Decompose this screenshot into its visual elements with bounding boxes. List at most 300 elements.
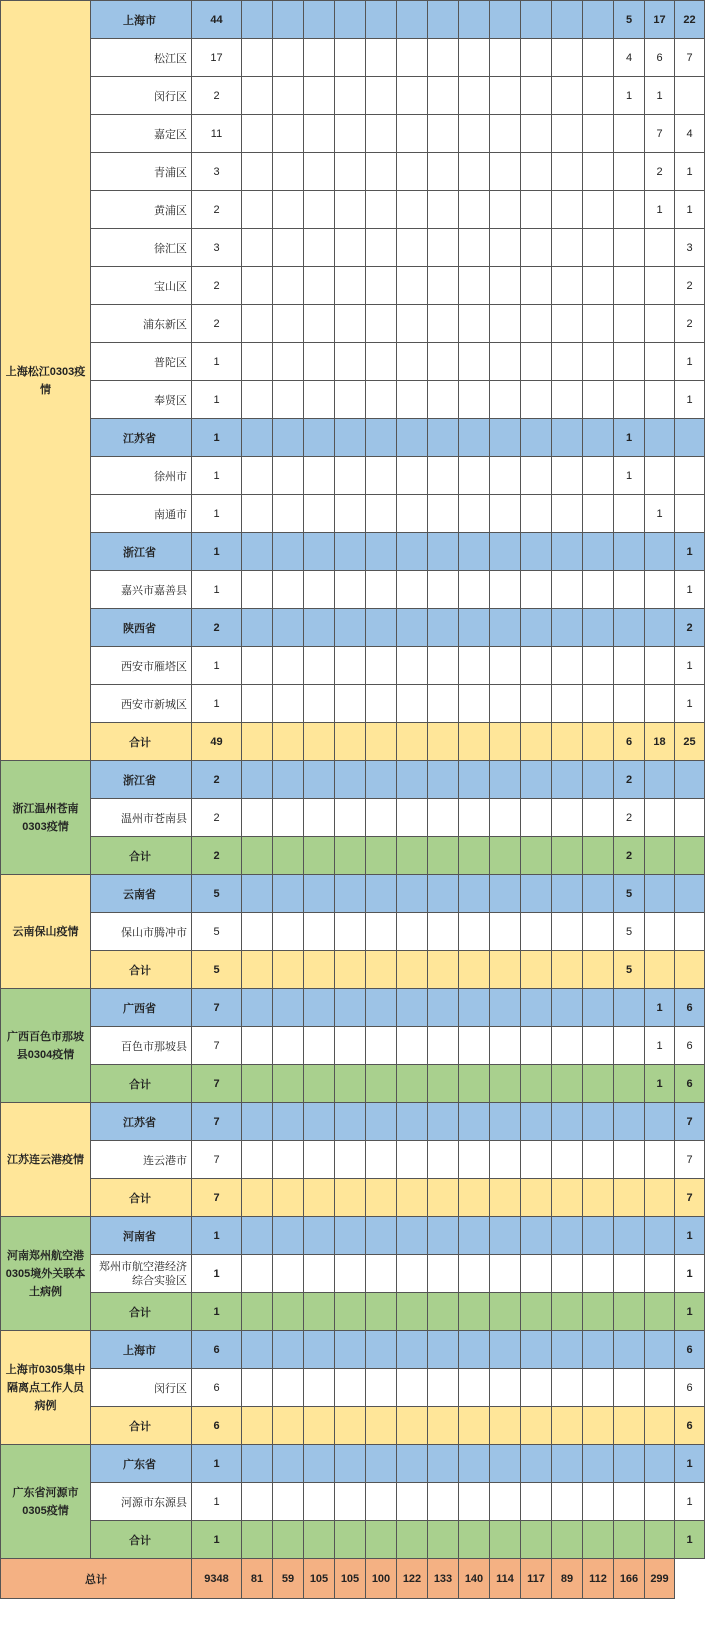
daily-count-cell: 1 xyxy=(675,1521,705,1559)
daily-count-cell xyxy=(490,115,521,153)
daily-count-cell xyxy=(459,1255,490,1293)
daily-count-cell xyxy=(459,1103,490,1141)
daily-count-cell xyxy=(521,1521,552,1559)
daily-count-cell xyxy=(273,1407,304,1445)
daily-count-cell xyxy=(583,191,614,229)
daily-count-cell xyxy=(242,609,273,647)
daily-count-cell xyxy=(645,837,675,875)
daily-count-cell xyxy=(335,1521,366,1559)
daily-count-cell xyxy=(490,685,521,723)
daily-count-cell xyxy=(335,761,366,799)
region-total: 6 xyxy=(192,1331,242,1369)
daily-count-cell xyxy=(645,1445,675,1483)
daily-count-cell xyxy=(490,799,521,837)
region-name: 松江区 xyxy=(91,39,192,77)
daily-count-cell xyxy=(490,1483,521,1521)
daily-count-cell xyxy=(552,837,583,875)
daily-count-cell xyxy=(335,457,366,495)
region-total: 6 xyxy=(192,1407,242,1445)
daily-count-cell xyxy=(459,77,490,115)
daily-count-cell xyxy=(428,913,459,951)
daily-count-cell xyxy=(614,1407,645,1445)
daily-count-cell xyxy=(490,1369,521,1407)
daily-count-cell xyxy=(521,1255,552,1293)
daily-count-cell xyxy=(521,1065,552,1103)
region-total: 2 xyxy=(192,77,242,115)
daily-count-cell xyxy=(490,267,521,305)
daily-count-cell xyxy=(614,1521,645,1559)
daily-count-cell xyxy=(397,1,428,39)
daily-count-cell xyxy=(397,571,428,609)
daily-count-cell xyxy=(242,1369,273,1407)
daily-count-cell xyxy=(397,1141,428,1179)
daily-count-cell xyxy=(273,1255,304,1293)
daily-count-cell xyxy=(366,1445,397,1483)
outbreak-group-label: 广东省河源市0305疫情 xyxy=(1,1445,91,1559)
daily-count-cell xyxy=(397,1483,428,1521)
daily-count-cell xyxy=(366,229,397,267)
daily-count-cell xyxy=(304,77,335,115)
daily-count-cell xyxy=(304,609,335,647)
daily-count-cell xyxy=(490,1521,521,1559)
grand-total-cell: 140 xyxy=(459,1559,490,1599)
daily-count-cell xyxy=(335,191,366,229)
daily-count-cell xyxy=(552,1521,583,1559)
daily-count-cell xyxy=(273,723,304,761)
daily-count-cell xyxy=(397,837,428,875)
daily-count-cell xyxy=(397,1521,428,1559)
daily-count-cell xyxy=(490,39,521,77)
daily-count-cell xyxy=(428,1369,459,1407)
daily-count-cell xyxy=(366,799,397,837)
region-total: 17 xyxy=(192,39,242,77)
daily-count-cell xyxy=(335,1027,366,1065)
city-row xyxy=(1,457,705,495)
outbreak-group-label: 江苏连云港疫情 xyxy=(1,1103,91,1217)
daily-count-cell xyxy=(366,761,397,799)
daily-count-cell xyxy=(366,191,397,229)
daily-count-cell xyxy=(552,761,583,799)
grand-total-label: 总计 xyxy=(1,1559,192,1599)
daily-count-cell xyxy=(459,1179,490,1217)
city-row xyxy=(1,1369,705,1407)
daily-count-cell xyxy=(552,1255,583,1293)
daily-count-cell xyxy=(521,913,552,951)
daily-count-cell: 3 xyxy=(675,229,705,267)
daily-count-cell xyxy=(583,77,614,115)
region-total: 5 xyxy=(192,951,242,989)
daily-count-cell xyxy=(490,647,521,685)
daily-count-cell xyxy=(521,1369,552,1407)
daily-count-cell xyxy=(273,77,304,115)
daily-count-cell xyxy=(273,1141,304,1179)
daily-count-cell xyxy=(459,1141,490,1179)
daily-count-cell xyxy=(304,191,335,229)
daily-count-cell xyxy=(583,1027,614,1065)
daily-count-cell xyxy=(273,1331,304,1369)
daily-count-cell xyxy=(645,1217,675,1255)
daily-count-cell xyxy=(459,685,490,723)
daily-count-cell xyxy=(552,1331,583,1369)
daily-count-cell xyxy=(459,1483,490,1521)
daily-count-cell xyxy=(459,191,490,229)
daily-count-cell: 1 xyxy=(645,989,675,1027)
daily-count-cell xyxy=(552,1065,583,1103)
daily-count-cell: 7 xyxy=(675,1103,705,1141)
daily-count-cell xyxy=(614,495,645,533)
city-row xyxy=(1,1027,705,1065)
grand-total-cell: 105 xyxy=(335,1559,366,1599)
daily-count-cell xyxy=(583,1369,614,1407)
daily-count-cell xyxy=(521,305,552,343)
daily-count-cell xyxy=(521,837,552,875)
daily-count-cell xyxy=(397,153,428,191)
province-row xyxy=(1,1331,705,1369)
daily-count-cell xyxy=(521,419,552,457)
daily-count-cell xyxy=(366,1293,397,1331)
daily-count-cell xyxy=(304,343,335,381)
daily-count-cell: 6 xyxy=(614,723,645,761)
city-row xyxy=(1,305,705,343)
daily-count-cell xyxy=(490,191,521,229)
daily-count-cell xyxy=(645,1521,675,1559)
daily-count-cell xyxy=(459,419,490,457)
daily-count-cell xyxy=(304,267,335,305)
daily-count-cell xyxy=(242,191,273,229)
daily-count-cell xyxy=(552,1369,583,1407)
daily-count-cell xyxy=(675,419,705,457)
daily-count-cell xyxy=(335,305,366,343)
daily-count-cell: 17 xyxy=(645,1,675,39)
daily-count-cell xyxy=(552,457,583,495)
daily-count-cell xyxy=(490,1255,521,1293)
daily-count-cell xyxy=(552,39,583,77)
daily-count-cell xyxy=(552,647,583,685)
daily-count-cell xyxy=(552,1217,583,1255)
daily-count-cell xyxy=(645,1255,675,1293)
daily-count-cell xyxy=(335,381,366,419)
daily-count-cell xyxy=(490,495,521,533)
daily-count-cell xyxy=(459,1217,490,1255)
region-total: 1 xyxy=(192,1293,242,1331)
daily-count-cell xyxy=(490,1407,521,1445)
daily-count-cell xyxy=(521,267,552,305)
daily-count-cell xyxy=(335,1,366,39)
daily-count-cell xyxy=(583,723,614,761)
daily-count-cell xyxy=(490,1445,521,1483)
daily-count-cell xyxy=(583,381,614,419)
daily-count-cell xyxy=(273,1,304,39)
daily-count-cell xyxy=(490,457,521,495)
daily-count-cell xyxy=(366,1331,397,1369)
daily-count-cell xyxy=(490,153,521,191)
daily-count-cell xyxy=(242,647,273,685)
daily-count-cell xyxy=(304,1369,335,1407)
daily-count-cell xyxy=(645,381,675,419)
daily-count-cell xyxy=(521,1407,552,1445)
daily-count-cell xyxy=(397,913,428,951)
daily-count-cell xyxy=(521,723,552,761)
daily-count-cell xyxy=(366,685,397,723)
daily-count-cell xyxy=(366,1369,397,1407)
daily-count-cell xyxy=(583,1103,614,1141)
daily-count-cell xyxy=(397,723,428,761)
daily-count-cell xyxy=(583,457,614,495)
daily-count-cell xyxy=(304,229,335,267)
daily-count-cell xyxy=(242,419,273,457)
daily-count-cell xyxy=(459,229,490,267)
daily-count-cell xyxy=(521,153,552,191)
daily-count-cell xyxy=(521,77,552,115)
grand-total-cell: 81 xyxy=(242,1559,273,1599)
daily-count-cell xyxy=(428,609,459,647)
daily-count-cell xyxy=(428,229,459,267)
daily-count-cell xyxy=(242,875,273,913)
daily-count-cell xyxy=(366,951,397,989)
daily-count-cell xyxy=(428,77,459,115)
daily-count-cell xyxy=(583,533,614,571)
daily-count-cell xyxy=(273,343,304,381)
daily-count-cell xyxy=(366,571,397,609)
daily-count-cell xyxy=(397,685,428,723)
city-row xyxy=(1,571,705,609)
daily-count-cell xyxy=(304,39,335,77)
region-total: 2 xyxy=(192,191,242,229)
daily-count-cell xyxy=(490,1331,521,1369)
region-total: 5 xyxy=(192,875,242,913)
daily-count-cell xyxy=(273,267,304,305)
daily-count-cell xyxy=(521,875,552,913)
daily-count-cell xyxy=(273,609,304,647)
daily-count-cell xyxy=(552,1103,583,1141)
daily-count-cell xyxy=(273,571,304,609)
daily-count-cell: 1 xyxy=(675,571,705,609)
city-row xyxy=(1,1141,705,1179)
daily-count-cell xyxy=(645,1483,675,1521)
region-name: 徐州市 xyxy=(91,457,192,495)
daily-count-cell xyxy=(273,1103,304,1141)
daily-count-cell xyxy=(366,989,397,1027)
daily-count-cell xyxy=(459,609,490,647)
daily-count-cell xyxy=(242,1255,273,1293)
daily-count-cell xyxy=(552,533,583,571)
daily-count-cell xyxy=(397,495,428,533)
region-total: 1 xyxy=(192,419,242,457)
daily-count-cell xyxy=(614,267,645,305)
daily-count-cell xyxy=(304,647,335,685)
daily-count-cell xyxy=(335,609,366,647)
daily-count-cell xyxy=(242,1407,273,1445)
region-total: 7 xyxy=(192,989,242,1027)
daily-count-cell xyxy=(490,761,521,799)
daily-count-cell xyxy=(335,1483,366,1521)
daily-count-cell xyxy=(583,913,614,951)
daily-count-cell xyxy=(614,229,645,267)
daily-count-cell xyxy=(552,115,583,153)
daily-count-cell xyxy=(304,1407,335,1445)
region-total: 1 xyxy=(192,495,242,533)
province-row xyxy=(1,989,705,1027)
region-total: 1 xyxy=(192,647,242,685)
daily-count-cell xyxy=(273,305,304,343)
subtotal-row xyxy=(1,837,705,875)
daily-count-cell xyxy=(397,381,428,419)
region-name: 奉贤区 xyxy=(91,381,192,419)
daily-count-cell xyxy=(583,1293,614,1331)
daily-count-cell xyxy=(552,343,583,381)
daily-count-cell xyxy=(428,1065,459,1103)
daily-count-cell: 1 xyxy=(675,1445,705,1483)
daily-count-cell xyxy=(397,1217,428,1255)
daily-count-cell xyxy=(675,875,705,913)
daily-count-cell xyxy=(366,77,397,115)
daily-count-cell xyxy=(304,1331,335,1369)
daily-count-cell xyxy=(614,153,645,191)
daily-count-cell xyxy=(552,989,583,1027)
daily-count-cell: 1 xyxy=(675,153,705,191)
daily-count-cell xyxy=(583,685,614,723)
daily-count-cell xyxy=(459,343,490,381)
daily-count-cell xyxy=(614,1217,645,1255)
daily-count-cell xyxy=(366,1179,397,1217)
outbreak-group-label: 云南保山疫情 xyxy=(1,875,91,989)
city-row xyxy=(1,1255,705,1293)
daily-count-cell xyxy=(521,1331,552,1369)
daily-count-cell xyxy=(304,913,335,951)
outbreak-group-label: 上海松江0303疫情 xyxy=(1,1,91,761)
daily-count-cell xyxy=(490,951,521,989)
region-name: 浙江省 xyxy=(91,533,192,571)
daily-count-cell: 2 xyxy=(675,305,705,343)
daily-count-cell xyxy=(675,457,705,495)
daily-count-cell xyxy=(366,1407,397,1445)
daily-count-cell xyxy=(459,571,490,609)
daily-count-cell xyxy=(273,457,304,495)
region-total: 1 xyxy=(192,1521,242,1559)
daily-count-cell xyxy=(242,495,273,533)
daily-count-cell xyxy=(490,1217,521,1255)
daily-count-cell xyxy=(428,837,459,875)
province-row xyxy=(1,1445,705,1483)
daily-count-cell xyxy=(459,381,490,419)
grand-total-value: 9348 xyxy=(192,1559,242,1599)
region-total: 1 xyxy=(192,533,242,571)
daily-count-cell xyxy=(335,799,366,837)
city-row xyxy=(1,647,705,685)
daily-count-cell xyxy=(614,609,645,647)
daily-count-cell: 1 xyxy=(614,419,645,457)
daily-count-cell xyxy=(273,1521,304,1559)
daily-count-cell xyxy=(645,571,675,609)
daily-count-cell xyxy=(583,153,614,191)
daily-count-cell xyxy=(273,685,304,723)
daily-count-cell xyxy=(335,1179,366,1217)
daily-count-cell xyxy=(304,875,335,913)
daily-count-cell xyxy=(459,647,490,685)
daily-count-cell xyxy=(614,1255,645,1293)
daily-count-cell xyxy=(645,1293,675,1331)
daily-count-cell xyxy=(552,267,583,305)
grand-total-cell: 100 xyxy=(366,1559,397,1599)
daily-count-cell xyxy=(614,1065,645,1103)
region-total: 1 xyxy=(192,1255,242,1293)
daily-count-cell xyxy=(397,875,428,913)
daily-count-cell xyxy=(552,1445,583,1483)
daily-count-cell xyxy=(335,837,366,875)
daily-count-cell xyxy=(335,1407,366,1445)
daily-count-cell xyxy=(273,875,304,913)
region-name: 西安市雁塔区 xyxy=(91,647,192,685)
daily-count-cell: 7 xyxy=(675,1179,705,1217)
region-total: 44 xyxy=(192,1,242,39)
daily-count-cell xyxy=(645,1179,675,1217)
daily-count-cell xyxy=(428,39,459,77)
daily-count-cell xyxy=(552,1027,583,1065)
daily-count-cell xyxy=(459,153,490,191)
daily-count-cell xyxy=(335,343,366,381)
daily-count-cell xyxy=(490,1293,521,1331)
daily-count-cell xyxy=(521,951,552,989)
daily-count-cell xyxy=(397,799,428,837)
daily-count-cell xyxy=(366,609,397,647)
grand-total-cell: 59 xyxy=(273,1559,304,1599)
daily-count-cell xyxy=(335,951,366,989)
daily-count-cell xyxy=(397,761,428,799)
daily-count-cell xyxy=(521,495,552,533)
daily-count-cell: 7 xyxy=(675,39,705,77)
region-name: 连云港市 xyxy=(91,1141,192,1179)
region-name: 浙江省 xyxy=(91,761,192,799)
daily-count-cell xyxy=(645,761,675,799)
daily-count-cell xyxy=(583,761,614,799)
daily-count-cell xyxy=(304,1027,335,1065)
subtotal-row xyxy=(1,1293,705,1331)
daily-count-cell: 1 xyxy=(675,1293,705,1331)
daily-count-cell xyxy=(521,571,552,609)
daily-count-cell xyxy=(583,647,614,685)
daily-count-cell xyxy=(304,1065,335,1103)
daily-count-cell xyxy=(366,267,397,305)
province-row xyxy=(1,875,705,913)
daily-count-cell xyxy=(273,1483,304,1521)
daily-count-cell xyxy=(242,913,273,951)
daily-count-cell xyxy=(335,1369,366,1407)
daily-count-cell xyxy=(366,39,397,77)
daily-count-cell xyxy=(242,1217,273,1255)
region-name: 嘉兴市嘉善县 xyxy=(91,571,192,609)
daily-count-cell xyxy=(521,799,552,837)
daily-count-cell xyxy=(273,989,304,1027)
daily-count-cell xyxy=(583,495,614,533)
daily-count-cell xyxy=(273,153,304,191)
daily-count-cell xyxy=(645,1369,675,1407)
daily-count-cell xyxy=(397,115,428,153)
daily-count-cell xyxy=(583,343,614,381)
daily-count-cell xyxy=(335,1293,366,1331)
daily-count-cell xyxy=(366,153,397,191)
daily-count-cell xyxy=(273,495,304,533)
daily-count-cell xyxy=(645,875,675,913)
daily-count-cell xyxy=(335,989,366,1027)
daily-count-cell xyxy=(583,799,614,837)
daily-count-cell xyxy=(242,685,273,723)
grand-total-cell: 117 xyxy=(521,1559,552,1599)
daily-count-cell: 2 xyxy=(675,609,705,647)
daily-count-cell xyxy=(366,115,397,153)
daily-count-cell xyxy=(242,381,273,419)
daily-count-cell xyxy=(366,1483,397,1521)
daily-count-cell xyxy=(459,1369,490,1407)
